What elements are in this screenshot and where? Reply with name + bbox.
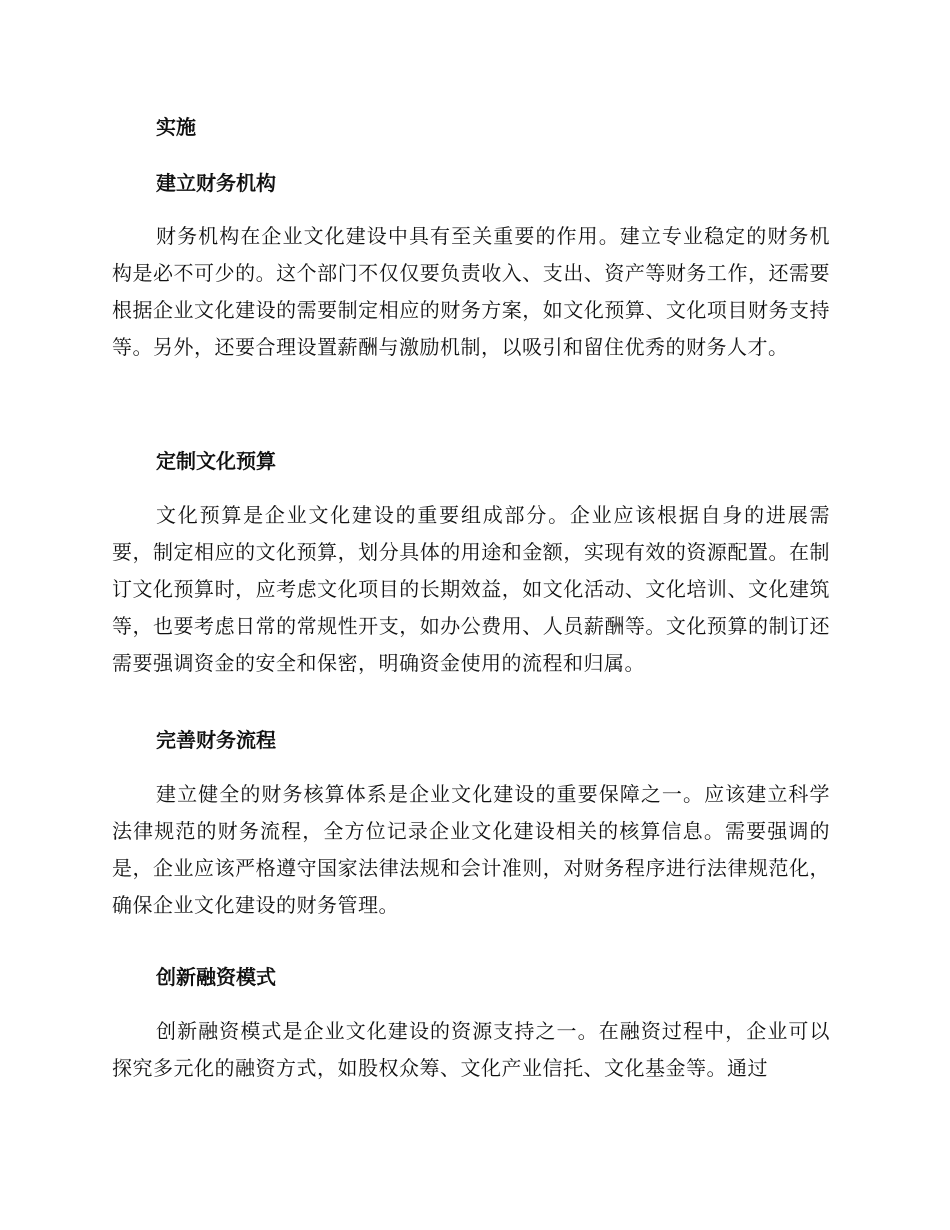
section-heading-finance-institution: 建立财务机构: [156, 171, 276, 195]
section-heading-financing-model: 创新融资模式: [156, 965, 276, 989]
paragraph-finance-institution: 财务机构在企业文化建设中具有至关重要的作用。建立专业稳定的财务机构是必不可少的。这个部门不仅仅要负责收入、支出、资产等财务工作，还需要根据企业文化建设的需要制定相应的财务方案，如文化预算、文化项目财务支持等。另外，还要合理设置薪酬与激励机制，以吸引和留住优秀的财务人才。: [112, 224, 830, 359]
section-heading-culture-budget: 定制文化预算: [156, 449, 276, 473]
paragraph-financing-model: 创新融资模式是企业文化建设的资源支持之一。在融资过程中，企业可以探究多元化的融资方式，如股权众筹、文化产业信托、文化基金等。通过: [112, 1019, 830, 1080]
paragraph-culture-budget: 文化预算是企业文化建设的重要组成部分。企业应该根据自身的进展需要，制定相应的文化预算，划分具体的用途和金额，实现有效的资源配置。在制订文化预算时，应考虑文化项目的长期效益，如文化活动、文化培训、文化建筑等，也要考虑日常的常规性开支，如办公费用、人员薪酬等。文化预算的制订还需要强调资金的安全和保密，明确资金使用的流程和归属。: [112, 503, 830, 675]
section-heading-finance-process: 完善财务流程: [156, 728, 276, 752]
section-heading-implementation: 实施: [156, 115, 196, 139]
paragraph-finance-process: 建立健全的财务核算体系是企业文化建设的重要保障之一。应该建立科学法律规范的财务流程，全方位记录企业文化建设相关的核算信息。需要强调的是，企业应该严格遵守国家法律法规和会计准则，对财务程序进行法律规范化，确保企业文化建设的财务管理。: [112, 782, 830, 917]
